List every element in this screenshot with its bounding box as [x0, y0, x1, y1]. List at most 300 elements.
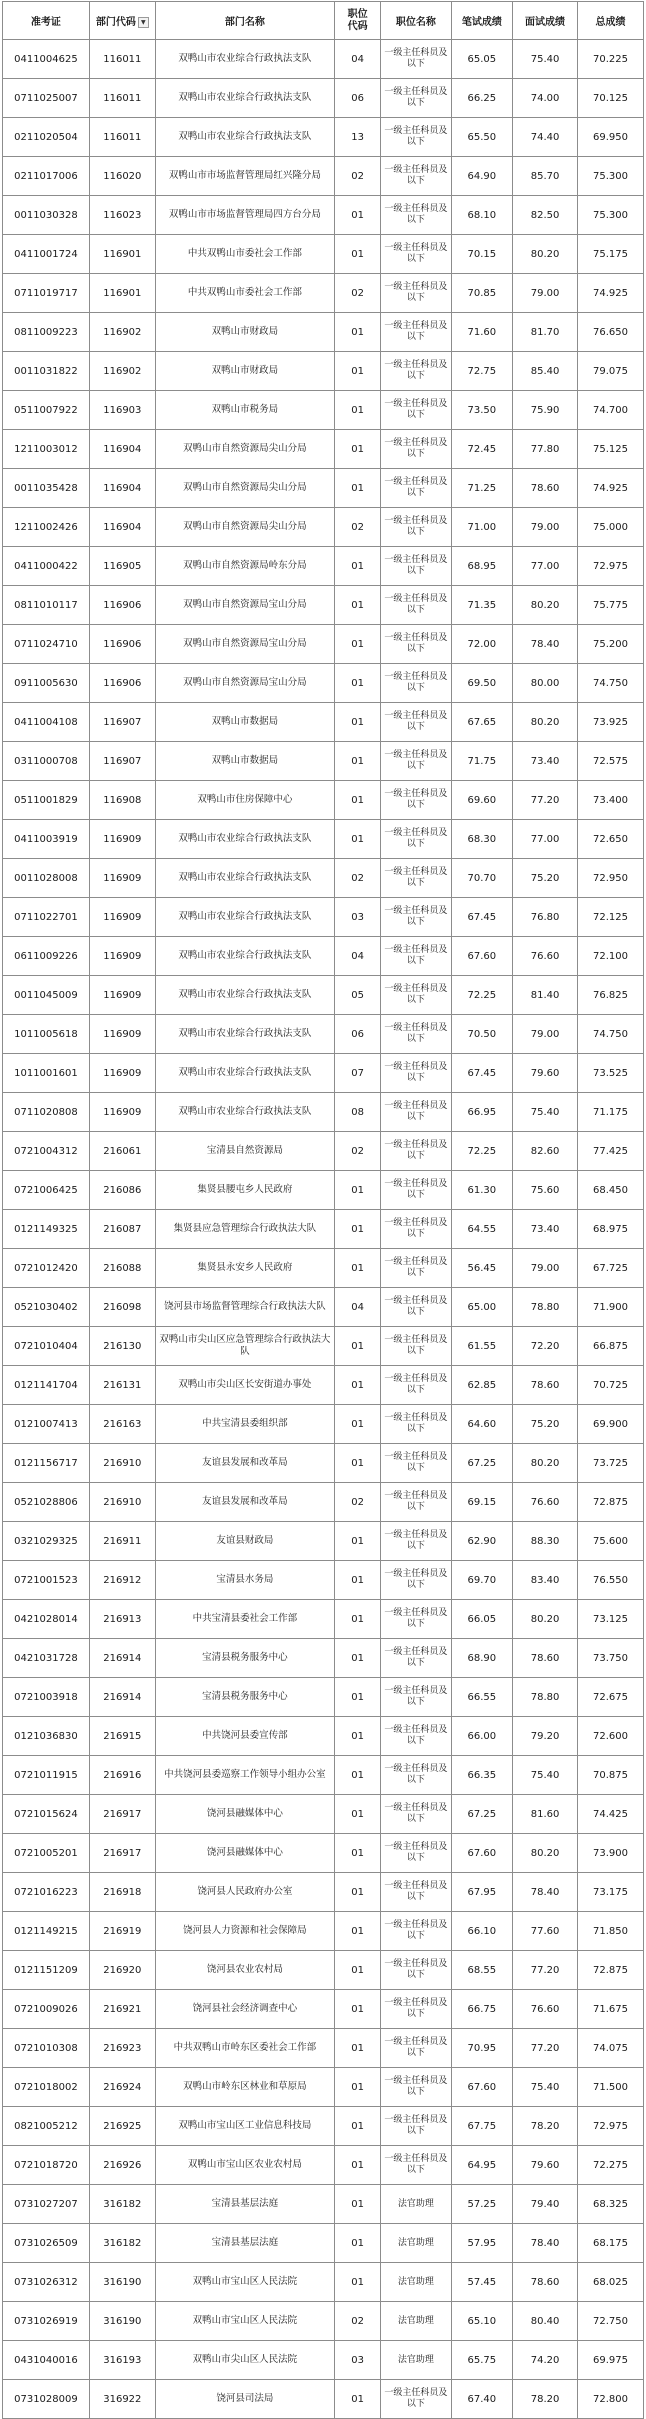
position-code-cell: 04 [335, 1288, 381, 1327]
position-name-cell: 一级主任科员及以下 [381, 1132, 451, 1171]
position-name-cell: 一级主任科员及以下 [381, 1561, 451, 1600]
position-name-cell: 法官助理 [381, 2302, 451, 2341]
written-score-cell: 67.25 [451, 1795, 513, 1834]
written-score-cell: 72.75 [451, 352, 513, 391]
position-name-cell: 一级主任科员及以下 [381, 1405, 451, 1444]
interview-score-cell: 78.80 [513, 1678, 578, 1717]
exam-id-cell: 0321029325 [3, 1522, 90, 1561]
position-name-cell: 一级主任科员及以下 [381, 352, 451, 391]
dept-code-cell: 116908 [89, 781, 155, 820]
exam-id-cell: 0731026312 [3, 2263, 90, 2302]
position-code-cell: 04 [335, 40, 381, 79]
dept-name-cell: 中共宝清县委社会工作部 [155, 1600, 334, 1639]
table-row [3, 742, 644, 781]
dept-code-cell: 116903 [89, 391, 155, 430]
table-row [3, 1717, 644, 1756]
dept-code-cell: 216910 [89, 1444, 155, 1483]
position-name-cell: 一级主任科员及以下 [381, 1054, 451, 1093]
exam-id-cell: 0721016223 [3, 1873, 90, 1912]
position-name-cell: 一级主任科员及以下 [381, 1093, 451, 1132]
table-row [3, 2341, 644, 2380]
dept-code-cell: 216087 [89, 1210, 155, 1249]
exam-id-cell: 0011030328 [3, 196, 90, 235]
table-row [3, 2380, 644, 2419]
total-score-cell: 72.975 [577, 2107, 643, 2146]
total-score-cell: 72.875 [577, 1483, 643, 1522]
position-code-cell: 02 [335, 508, 381, 547]
written-score-cell: 67.45 [451, 898, 513, 937]
interview-score-cell: 75.60 [513, 1171, 578, 1210]
total-score-cell: 68.975 [577, 1210, 643, 1249]
dept-name-cell: 宝清县税务服务中心 [155, 1639, 334, 1678]
written-score-cell: 57.95 [451, 2224, 513, 2263]
written-score-cell: 66.10 [451, 1912, 513, 1951]
interview-score-cell: 77.20 [513, 2029, 578, 2068]
dept-name-cell: 饶河县融媒体中心 [155, 1834, 334, 1873]
exam-id-cell: 0711019717 [3, 274, 90, 313]
dept-name-cell: 中共宝清县委组织部 [155, 1405, 334, 1444]
table-row [3, 820, 644, 859]
interview-score-cell: 72.20 [513, 1327, 578, 1366]
dept-code-cell: 116909 [89, 1093, 155, 1132]
total-score-cell: 73.525 [577, 1054, 643, 1093]
position-name-cell: 一级主任科员及以下 [381, 742, 451, 781]
position-name-cell: 一级主任科员及以下 [381, 1951, 451, 1990]
exam-id-cell: 0731026919 [3, 2302, 90, 2341]
exam-id-cell: 0121036830 [3, 1717, 90, 1756]
position-code-cell: 03 [335, 898, 381, 937]
dept-name-cell: 饶河县人力资源和社会保障局 [155, 1912, 334, 1951]
interview-score-cell: 78.60 [513, 469, 578, 508]
position-code-cell: 01 [335, 2185, 381, 2224]
dept-name-cell: 双鸭山市农业综合行政执法支队 [155, 976, 334, 1015]
table-row [3, 313, 644, 352]
written-score-cell: 70.95 [451, 2029, 513, 2068]
table-row [3, 1951, 644, 1990]
interview-score-cell: 75.20 [513, 1405, 578, 1444]
header-dept-code: 部门代码 ▼ [89, 2, 155, 40]
position-name-cell: 法官助理 [381, 2341, 451, 2380]
position-code-cell: 01 [335, 1795, 381, 1834]
total-score-cell: 75.775 [577, 586, 643, 625]
written-score-cell: 71.35 [451, 586, 513, 625]
interview-score-cell: 79.40 [513, 2185, 578, 2224]
interview-score-cell: 75.40 [513, 1756, 578, 1795]
dept-name-cell: 双鸭山市自然资源局尖山分局 [155, 469, 334, 508]
interview-score-cell: 78.40 [513, 625, 578, 664]
table-row [3, 1678, 644, 1717]
total-score-cell: 68.025 [577, 2263, 643, 2302]
dept-name-cell: 饶河县市场监督管理综合行政执法大队 [155, 1288, 334, 1327]
interview-score-cell: 76.60 [513, 1483, 578, 1522]
dept-name-cell: 饶河县社会经济调查中心 [155, 1990, 334, 2029]
total-score-cell: 70.125 [577, 79, 643, 118]
dept-name-cell: 双鸭山市数据局 [155, 703, 334, 742]
table-row [3, 976, 644, 1015]
total-score-cell: 75.125 [577, 430, 643, 469]
total-score-cell: 75.200 [577, 625, 643, 664]
header-position-name: 职位名称 [381, 2, 451, 40]
exam-id-cell: 0521028806 [3, 1483, 90, 1522]
position-code-cell: 01 [335, 625, 381, 664]
table-row [3, 1873, 644, 1912]
exam-id-cell: 0721010308 [3, 2029, 90, 2068]
dept-code-cell: 216088 [89, 1249, 155, 1288]
exam-id-cell: 0411004108 [3, 703, 90, 742]
table-row [3, 79, 644, 118]
interview-score-cell: 88.30 [513, 1522, 578, 1561]
dept-name-cell: 友谊县发展和改革局 [155, 1444, 334, 1483]
table-row [3, 1795, 644, 1834]
total-score-cell: 73.900 [577, 1834, 643, 1873]
total-score-cell: 72.875 [577, 1951, 643, 1990]
exam-id-cell: 0721010404 [3, 1327, 90, 1366]
table-row [3, 2107, 644, 2146]
interview-score-cell: 82.50 [513, 196, 578, 235]
interview-score-cell: 76.60 [513, 937, 578, 976]
dept-code-cell: 116904 [89, 430, 155, 469]
written-score-cell: 64.90 [451, 157, 513, 196]
dept-name-cell: 双鸭山市宝山区农业农村局 [155, 2146, 334, 2185]
total-score-cell: 73.750 [577, 1639, 643, 1678]
table-row [3, 547, 644, 586]
written-score-cell: 57.25 [451, 2185, 513, 2224]
position-code-cell: 01 [335, 1639, 381, 1678]
exam-id-cell: 0811010117 [3, 586, 90, 625]
exam-id-cell: 0421031728 [3, 1639, 90, 1678]
exam-id-cell: 0431040016 [3, 2341, 90, 2380]
position-name-cell: 一级主任科员及以下 [381, 1249, 451, 1288]
dept-code-cell: 216925 [89, 2107, 155, 2146]
exam-id-cell: 0421028014 [3, 1600, 90, 1639]
total-score-cell: 76.650 [577, 313, 643, 352]
table-row [3, 2185, 644, 2224]
written-score-cell: 71.60 [451, 313, 513, 352]
exam-id-cell: 0411003919 [3, 820, 90, 859]
position-name-cell: 一级主任科员及以下 [381, 118, 451, 157]
dept-name-cell: 宝清县基层法庭 [155, 2185, 334, 2224]
position-name-cell: 一级主任科员及以下 [381, 625, 451, 664]
exam-id-cell: 0911005630 [3, 664, 90, 703]
written-score-cell: 67.65 [451, 703, 513, 742]
table-row [3, 2224, 644, 2263]
interview-score-cell: 75.90 [513, 391, 578, 430]
dept-name-cell: 双鸭山市尖山区应急管理综合行政执法大队 [155, 1327, 334, 1366]
written-score-cell: 66.25 [451, 79, 513, 118]
position-name-cell: 一级主任科员及以下 [381, 274, 451, 313]
interview-score-cell: 74.00 [513, 79, 578, 118]
table-row [3, 1015, 644, 1054]
position-code-cell: 01 [335, 1210, 381, 1249]
position-code-cell: 01 [335, 1600, 381, 1639]
written-score-cell: 72.45 [451, 430, 513, 469]
position-code-cell: 02 [335, 1483, 381, 1522]
table-row [3, 664, 644, 703]
exam-id-cell: 0721011915 [3, 1756, 90, 1795]
written-score-cell: 62.90 [451, 1522, 513, 1561]
written-score-cell: 67.45 [451, 1054, 513, 1093]
table-row [3, 781, 644, 820]
dept-code-cell: 116909 [89, 1054, 155, 1093]
table-row [3, 274, 644, 313]
dept-name-cell: 中共双鸭山市岭东区委社会工作部 [155, 2029, 334, 2068]
position-name-cell: 一级主任科员及以下 [381, 859, 451, 898]
position-name-cell: 一级主任科员及以下 [381, 1327, 451, 1366]
dept-code-cell: 216912 [89, 1561, 155, 1600]
total-score-cell: 73.175 [577, 1873, 643, 1912]
table-row [3, 391, 644, 430]
dept-name-cell: 双鸭山市尖山区人民法院 [155, 2341, 334, 2380]
written-score-cell: 67.60 [451, 1834, 513, 1873]
table-row [3, 1912, 644, 1951]
table-row [3, 1990, 644, 2029]
dept-name-cell: 双鸭山市农业综合行政执法支队 [155, 937, 334, 976]
written-score-cell: 66.05 [451, 1600, 513, 1639]
position-code-cell: 01 [335, 196, 381, 235]
interview-score-cell: 78.20 [513, 2380, 578, 2419]
dept-code-cell: 216911 [89, 1522, 155, 1561]
exam-id-cell: 0731027207 [3, 2185, 90, 2224]
dept-name-cell: 饶河县人民政府办公室 [155, 1873, 334, 1912]
written-score-cell: 61.55 [451, 1327, 513, 1366]
interview-score-cell: 76.80 [513, 898, 578, 937]
position-name-cell: 一级主任科员及以下 [381, 2146, 451, 2185]
total-score-cell: 74.425 [577, 1795, 643, 1834]
written-score-cell: 69.15 [451, 1483, 513, 1522]
written-score-cell: 64.95 [451, 2146, 513, 2185]
table-row [3, 1327, 644, 1366]
written-score-cell: 72.00 [451, 625, 513, 664]
dept-code-cell: 216920 [89, 1951, 155, 1990]
exam-id-cell: 0711022701 [3, 898, 90, 937]
total-score-cell: 75.300 [577, 157, 643, 196]
table-row [3, 1249, 644, 1288]
dept-code-cell: 116020 [89, 157, 155, 196]
position-code-cell: 05 [335, 976, 381, 1015]
exam-id-cell: 1211003012 [3, 430, 90, 469]
dropdown-filter-icon[interactable]: ▼ [138, 17, 149, 28]
total-score-cell: 68.325 [577, 2185, 643, 2224]
position-code-cell: 02 [335, 157, 381, 196]
total-score-cell: 72.575 [577, 742, 643, 781]
exam-id-cell: 0711020808 [3, 1093, 90, 1132]
position-code-cell: 01 [335, 1912, 381, 1951]
dept-name-cell: 饶河县司法局 [155, 2380, 334, 2419]
dept-name-cell: 双鸭山市尖山区长安街道办事处 [155, 1366, 334, 1405]
table-row [3, 703, 644, 742]
table-row [3, 625, 644, 664]
dept-code-cell: 116906 [89, 664, 155, 703]
position-name-cell: 一级主任科员及以下 [381, 1366, 451, 1405]
position-code-cell: 01 [335, 1561, 381, 1600]
position-code-cell: 01 [335, 1327, 381, 1366]
dept-code-cell: 216098 [89, 1288, 155, 1327]
dept-name-cell: 双鸭山市宝山区人民法院 [155, 2302, 334, 2341]
position-name-cell: 一级主任科员及以下 [381, 1171, 451, 1210]
total-score-cell: 68.450 [577, 1171, 643, 1210]
interview-score-cell: 75.40 [513, 40, 578, 79]
position-code-cell: 01 [335, 1990, 381, 2029]
position-code-cell: 01 [335, 547, 381, 586]
dept-name-cell: 中共双鸭山市委社会工作部 [155, 274, 334, 313]
dept-name-cell: 宝清县税务服务中心 [155, 1678, 334, 1717]
position-name-cell: 一级主任科员及以下 [381, 1015, 451, 1054]
exam-id-cell: 0731026509 [3, 2224, 90, 2263]
exam-id-cell: 0521030402 [3, 1288, 90, 1327]
dept-name-cell: 双鸭山市自然资源局岭东分局 [155, 547, 334, 586]
total-score-cell: 71.175 [577, 1093, 643, 1132]
dept-name-cell: 双鸭山市农业综合行政执法支队 [155, 820, 334, 859]
position-code-cell: 07 [335, 1054, 381, 1093]
interview-score-cell: 80.40 [513, 2302, 578, 2341]
written-score-cell: 67.75 [451, 2107, 513, 2146]
interview-score-cell: 77.00 [513, 547, 578, 586]
position-code-cell: 01 [335, 352, 381, 391]
total-score-cell: 72.975 [577, 547, 643, 586]
total-score-cell: 74.700 [577, 391, 643, 430]
position-name-cell: 法官助理 [381, 2224, 451, 2263]
dept-code-cell: 216923 [89, 2029, 155, 2068]
position-code-cell: 01 [335, 2380, 381, 2419]
total-score-cell: 71.900 [577, 1288, 643, 1327]
position-name-cell: 一级主任科员及以下 [381, 1600, 451, 1639]
exam-id-cell: 0121007413 [3, 1405, 90, 1444]
position-code-cell: 01 [335, 2068, 381, 2107]
position-name-cell: 一级主任科员及以下 [381, 1210, 451, 1249]
position-name-cell: 一级主任科员及以下 [381, 2380, 451, 2419]
written-score-cell: 73.50 [451, 391, 513, 430]
position-code-cell: 01 [335, 1756, 381, 1795]
dept-name-cell: 双鸭山市农业综合行政执法支队 [155, 1093, 334, 1132]
interview-score-cell: 78.40 [513, 1873, 578, 1912]
total-score-cell: 77.425 [577, 1132, 643, 1171]
total-score-cell: 74.750 [577, 1015, 643, 1054]
position-code-cell: 06 [335, 1015, 381, 1054]
position-name-cell: 一级主任科员及以下 [381, 586, 451, 625]
interview-score-cell: 80.20 [513, 1600, 578, 1639]
position-code-cell: 01 [335, 742, 381, 781]
exam-id-cell: 0311000708 [3, 742, 90, 781]
total-score-cell: 72.675 [577, 1678, 643, 1717]
dept-code-cell: 116907 [89, 742, 155, 781]
exam-id-cell: 1211002426 [3, 508, 90, 547]
dept-code-cell: 316922 [89, 2380, 155, 2419]
dept-code-cell: 116907 [89, 703, 155, 742]
total-score-cell: 70.225 [577, 40, 643, 79]
written-score-cell: 70.15 [451, 235, 513, 274]
position-code-cell: 01 [335, 1444, 381, 1483]
dept-name-cell: 双鸭山市农业综合行政执法支队 [155, 1015, 334, 1054]
dept-name-cell: 中共饶河县委宣传部 [155, 1717, 334, 1756]
interview-score-cell: 82.60 [513, 1132, 578, 1171]
dept-code-cell: 116011 [89, 118, 155, 157]
total-score-cell: 73.925 [577, 703, 643, 742]
exam-id-cell: 0121156717 [3, 1444, 90, 1483]
interview-score-cell: 73.40 [513, 742, 578, 781]
total-score-cell: 72.275 [577, 2146, 643, 2185]
header-position-code: 职位 代码 [335, 2, 381, 40]
written-score-cell: 68.30 [451, 820, 513, 859]
interview-score-cell: 74.20 [513, 2341, 578, 2380]
table-row [3, 235, 644, 274]
table-row [3, 352, 644, 391]
dept-code-cell: 216917 [89, 1834, 155, 1873]
total-score-cell: 75.300 [577, 196, 643, 235]
dept-name-cell: 双鸭山市宝山区工业信息科技局 [155, 2107, 334, 2146]
position-name-cell: 一级主任科员及以下 [381, 820, 451, 859]
position-code-cell: 03 [335, 2341, 381, 2380]
position-name-cell: 一级主任科员及以下 [381, 1678, 451, 1717]
interview-score-cell: 80.20 [513, 1834, 578, 1873]
total-score-cell: 69.950 [577, 118, 643, 157]
written-score-cell: 68.95 [451, 547, 513, 586]
interview-score-cell: 81.40 [513, 976, 578, 1015]
position-name-cell: 一级主任科员及以下 [381, 781, 451, 820]
total-score-cell: 66.875 [577, 1327, 643, 1366]
table-row [3, 937, 644, 976]
dept-code-cell: 316182 [89, 2185, 155, 2224]
exam-id-cell: 0121141704 [3, 1366, 90, 1405]
exam-id-cell: 0721006425 [3, 1171, 90, 1210]
dept-code-cell: 216914 [89, 1678, 155, 1717]
dept-name-cell: 双鸭山市农业综合行政执法支队 [155, 118, 334, 157]
dept-code-cell: 116904 [89, 508, 155, 547]
interview-score-cell: 80.00 [513, 664, 578, 703]
position-name-cell: 一级主任科员及以下 [381, 1483, 451, 1522]
table-body [3, 40, 644, 2419]
position-code-cell: 01 [335, 1405, 381, 1444]
dept-name-cell: 双鸭山市自然资源局尖山分局 [155, 430, 334, 469]
dept-name-cell: 中共饶河县委巡察工作领导小组办公室 [155, 1756, 334, 1795]
written-score-cell: 57.45 [451, 2263, 513, 2302]
dept-code-cell: 116909 [89, 976, 155, 1015]
dept-name-cell: 集贤县永安乡人民政府 [155, 1249, 334, 1288]
position-name-cell: 一级主任科员及以下 [381, 664, 451, 703]
interview-score-cell: 78.40 [513, 2224, 578, 2263]
total-score-cell: 73.725 [577, 1444, 643, 1483]
exam-id-cell: 0511001829 [3, 781, 90, 820]
dept-name-cell: 集贤县应急管理综合行政执法大队 [155, 1210, 334, 1249]
interview-score-cell: 79.00 [513, 1249, 578, 1288]
written-score-cell: 71.25 [451, 469, 513, 508]
dept-code-cell: 216917 [89, 1795, 155, 1834]
position-code-cell: 01 [335, 664, 381, 703]
written-score-cell: 65.00 [451, 1288, 513, 1327]
results-table [2, 1, 644, 2419]
written-score-cell: 70.50 [451, 1015, 513, 1054]
total-score-cell: 67.725 [577, 1249, 643, 1288]
dept-name-cell: 宝清县基层法庭 [155, 2224, 334, 2263]
dept-code-cell: 116909 [89, 820, 155, 859]
exam-id-cell: 0211017006 [3, 157, 90, 196]
position-code-cell: 01 [335, 391, 381, 430]
position-code-cell: 02 [335, 2302, 381, 2341]
interview-score-cell: 79.60 [513, 2146, 578, 2185]
total-score-cell: 71.500 [577, 2068, 643, 2107]
written-score-cell: 67.95 [451, 1873, 513, 1912]
position-code-cell: 01 [335, 2107, 381, 2146]
written-score-cell: 68.10 [451, 196, 513, 235]
dept-code-cell: 216131 [89, 1366, 155, 1405]
total-score-cell: 71.675 [577, 1990, 643, 2029]
dept-name-cell: 双鸭山市农业综合行政执法支队 [155, 859, 334, 898]
dept-name-cell: 双鸭山市自然资源局宝山分局 [155, 625, 334, 664]
written-score-cell: 65.75 [451, 2341, 513, 2380]
table-row [3, 2146, 644, 2185]
position-code-cell: 01 [335, 1951, 381, 1990]
position-code-cell: 04 [335, 937, 381, 976]
dept-code-cell: 116011 [89, 79, 155, 118]
